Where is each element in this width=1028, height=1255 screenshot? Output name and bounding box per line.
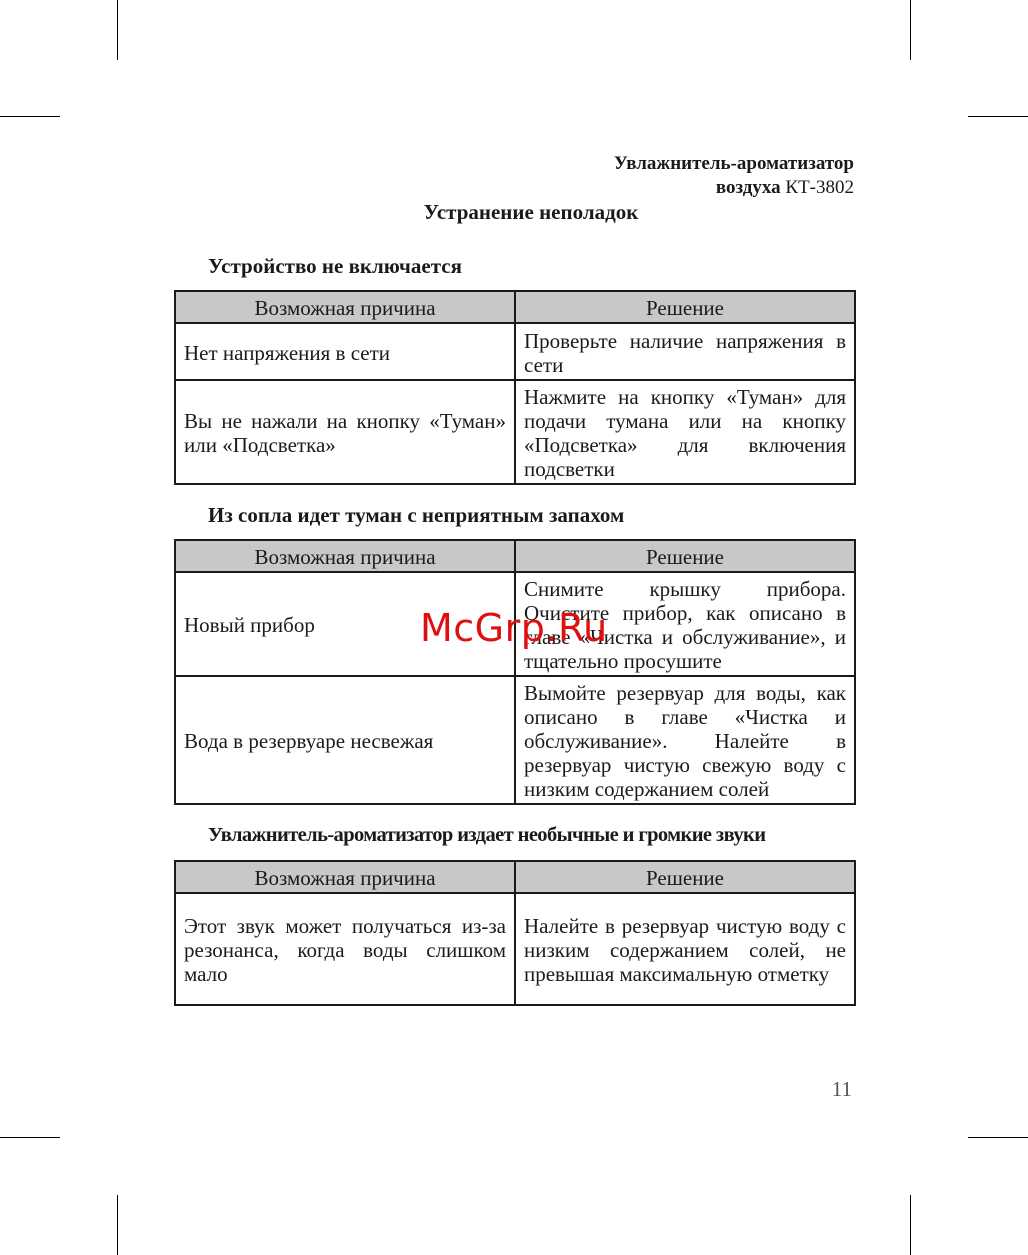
table-header-row: [175, 540, 855, 572]
running-header: [614, 152, 854, 200]
troubleshooting-table: [174, 290, 856, 485]
section-title: Устройство не включается: [208, 254, 462, 278]
crop-mark: [0, 116, 60, 117]
crop-mark: [968, 1137, 1028, 1138]
table-row: [175, 380, 855, 484]
crop-mark: [117, 1195, 118, 1255]
header-product-cont: воздуха: [715, 177, 781, 198]
crop-mark: [910, 0, 911, 60]
cause-cell: Новый прибор: [175, 572, 515, 676]
table-header-row: [175, 291, 855, 323]
table-header-row: [175, 861, 855, 893]
column-header-cause: Возможная причина: [175, 861, 515, 893]
column-header-cause: Возможная причина: [175, 540, 515, 572]
crop-mark: [117, 0, 118, 60]
cause-cell: Вы не нажали на кнопку «Туман» или «Подсветка»: [175, 380, 515, 484]
table-row: [175, 676, 855, 804]
header-model: КТ-3802: [785, 177, 854, 198]
solution-cell: Налейте в резервуар чистую воду с низким содержанием солей, не превышая максимальную отметку: [515, 893, 855, 1005]
crop-mark: [910, 1195, 911, 1255]
section-title: Из сопла идет туман с неприятным запахом: [208, 503, 625, 527]
troubleshooting-table: [174, 860, 856, 1006]
column-header-solution: Решение: [515, 540, 855, 572]
solution-cell: Вымойте резервуар для воды, как описано в главе «Чистка и обслуживание». Налейте в резервуар чистую свежую воду с низким содержанием солей: [515, 676, 855, 804]
solution-cell: Нажмите на кнопку «Туман» для подачи тумана или на кнопку «Подсветка» для включения подсветки: [515, 380, 855, 484]
column-header-solution: Решение: [515, 291, 855, 323]
solution-cell: Снимите крышку прибора. Очистите прибор, как описано в главе «Чистка и обслуживание», и тщательно просушите: [515, 572, 855, 676]
troubleshooting-table: [174, 539, 856, 805]
crop-mark: [0, 1137, 60, 1138]
page-title: Устранение неполадок: [423, 200, 639, 224]
solution-cell: Проверьте наличие напряжения в сети: [515, 323, 855, 380]
cause-cell: Этот звук может получаться из-за резонанса, когда воды слишком мало: [175, 893, 515, 1005]
page-number: 11: [831, 1077, 852, 1101]
table-row: [175, 893, 855, 1005]
cause-cell: Нет напряжения в сети: [175, 323, 515, 380]
column-header-solution: Решение: [515, 861, 855, 893]
cause-cell: Вода в резервуаре несвежая: [175, 676, 515, 804]
header-product: Увлажнитель-ароматизатор: [613, 153, 854, 174]
section-title: Увлажнитель-ароматизатор издает необычные и громкие звуки: [208, 824, 766, 846]
table-row: [175, 323, 855, 380]
crop-mark: [968, 116, 1028, 117]
column-header-cause: Возможная причина: [175, 291, 515, 323]
watermark-logo: McGrp.Ru: [420, 606, 608, 650]
